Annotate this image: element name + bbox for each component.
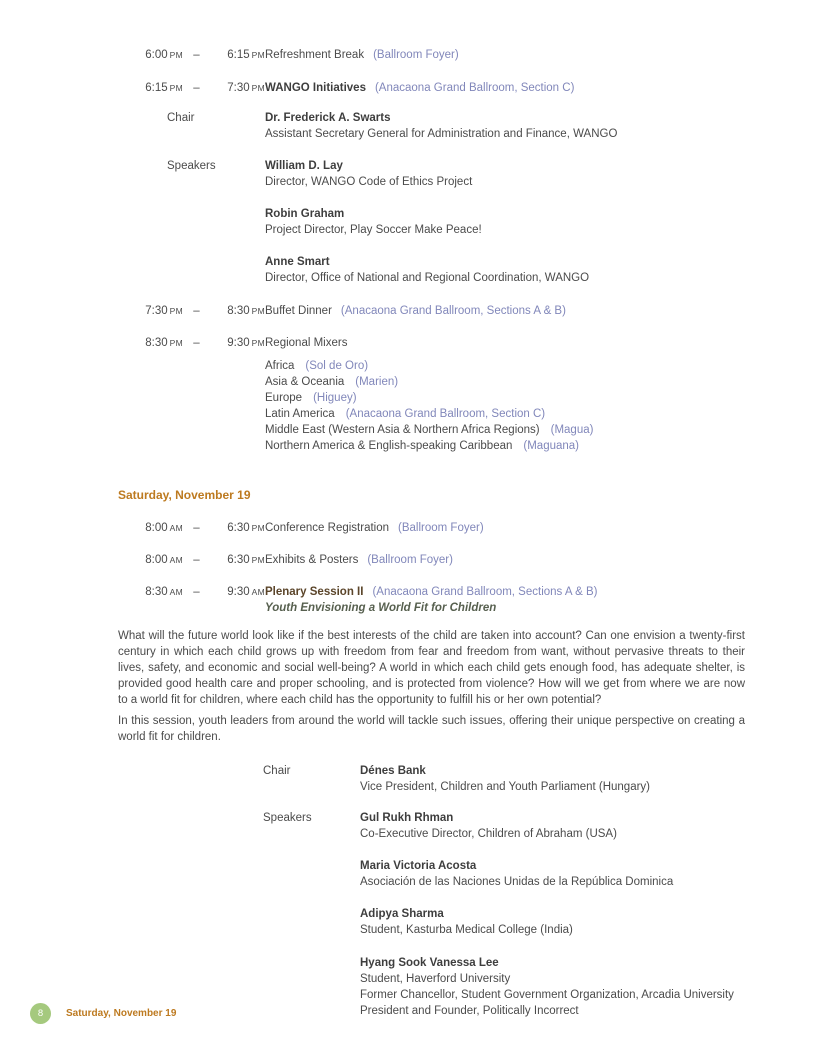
start-meridiem: PM	[169, 306, 183, 316]
mixer-location: (Sol de Oro)	[305, 360, 369, 372]
mixer-region: Latin America	[265, 408, 335, 420]
person-name: Hyang Sook Vanessa Lee	[360, 957, 499, 969]
mixer-item	[265, 358, 817, 374]
person-role: Director, Office of National and Regional Coordination, WANGO	[265, 272, 590, 284]
start-time: 6:00	[145, 49, 168, 61]
person-role: Director, WANGO Code of Ethics Project	[265, 176, 473, 188]
schedule-row-buffet-dinner	[0, 303, 817, 319]
end-time: 9:30	[227, 586, 250, 598]
chair-block	[263, 763, 817, 795]
speaker-block	[167, 254, 817, 286]
time-range	[128, 520, 265, 536]
end-time: 7:30	[227, 82, 250, 94]
time-dash: –	[193, 554, 200, 566]
speaker-block	[167, 158, 817, 190]
person-role: Vice President, Children and Youth Parliament (Hungary)	[360, 781, 651, 793]
start-time: 6:15	[145, 82, 168, 94]
mixer-region: Africa	[265, 360, 295, 372]
speaker-block	[263, 810, 817, 842]
session-subtitle: Youth Envisioning a World Fit for Children	[265, 602, 497, 614]
mixer-region: Middle East (Western Asia & Northern Africa Regions)	[265, 424, 540, 436]
time-range	[128, 552, 265, 568]
time-dash: –	[193, 305, 200, 317]
time-range	[128, 80, 265, 96]
time-dash: –	[193, 337, 200, 349]
page-footer	[30, 1003, 176, 1024]
time-dash: –	[193, 82, 200, 94]
start-meridiem: AM	[169, 523, 183, 533]
mixer-region: Northern America & English-speaking Caribbean	[265, 440, 513, 452]
mixer-location: (Anacaona Grand Ballroom, Section C)	[345, 408, 546, 420]
mixer-item	[265, 438, 817, 454]
program-content	[0, 47, 817, 1019]
person-role: President and Founder, Politically Incorrect	[360, 1005, 579, 1017]
session-description: In this session, youth leaders from around the world will tackle such issues, offering their unique perspective on creating a world fit for children.	[118, 715, 745, 743]
end-meridiem: PM	[251, 555, 265, 565]
mixer-item	[265, 422, 817, 438]
person-role: Former Chancellor, Student Government Organization, Arcadia University	[360, 989, 734, 1001]
start-time: 8:30	[145, 586, 168, 598]
mixer-region: Europe	[265, 392, 303, 404]
start-time: 8:00	[145, 522, 168, 534]
person-role: Asociación de las Naciones Unidas de la República Dominica	[360, 876, 674, 888]
start-meridiem: PM	[169, 50, 183, 60]
schedule-row-exhibits-posters	[0, 552, 817, 568]
event-location: (Ballroom Foyer)	[367, 554, 453, 566]
event-location: (Anacaona Grand Ballroom, Sections A & B)	[372, 586, 598, 598]
person-name: William D. Lay	[265, 160, 343, 172]
event-location: (Ballroom Foyer)	[373, 49, 459, 61]
mixer-item	[265, 374, 817, 390]
mixer-item	[265, 406, 817, 422]
end-time: 9:30	[227, 337, 250, 349]
speaker-block	[263, 906, 817, 938]
mixer-location: (Magua)	[550, 424, 594, 436]
schedule-row-wango-initiatives	[0, 80, 817, 96]
speaker-block	[167, 206, 817, 238]
person-role: Project Director, Play Soccer Make Peace!	[265, 224, 482, 236]
person-name: Dénes Bank	[360, 765, 426, 777]
schedule-row-plenary-session-2	[0, 584, 817, 616]
start-meridiem: PM	[169, 338, 183, 348]
day-heading: Saturday, November 19	[118, 488, 251, 502]
regional-mixers-list	[265, 358, 817, 454]
start-meridiem: AM	[169, 555, 183, 565]
event-title: Refreshment Break	[265, 49, 365, 61]
time-range	[128, 303, 265, 319]
start-time: 8:30	[145, 337, 168, 349]
time-dash: –	[193, 49, 200, 61]
speaker-block	[263, 955, 817, 1019]
time-range	[128, 584, 265, 600]
end-meridiem: PM	[251, 338, 265, 348]
chair-block	[167, 110, 817, 142]
event-title: Regional Mixers	[265, 337, 348, 349]
person-name: Dr. Frederick A. Swarts	[265, 112, 391, 124]
footer-date: Saturday, November 19	[66, 1007, 177, 1019]
chair-label: Chair	[263, 765, 291, 777]
speakers-label: Speakers	[263, 812, 312, 824]
mixer-item	[265, 390, 817, 406]
person-role: Assistant Secretary General for Administration and Finance, WANGO	[265, 128, 618, 140]
person-name: Robin Graham	[265, 208, 345, 220]
event-title: WANGO Initiatives	[265, 82, 366, 94]
mixer-region: Asia & Oceania	[265, 376, 345, 388]
event-title: Conference Registration	[265, 522, 390, 534]
end-time: 6:15	[227, 49, 250, 61]
event-location: (Ballroom Foyer)	[398, 522, 484, 534]
session-description: What will the future world look like if the best interests of the child are taken into account? Can one envision a twenty-first century in which each child grows up with freedom from fear and freedom from want, without pervasive threats to their lives, safety, and economic and social well-being? A world in which each child gets enough food, has adequate shelter, is provided good health care and proper schooling, and is protected from violence? How will we get from where we are now to a world fit for children, where each child has the opportunity to fulfill his or her own potential?	[118, 630, 745, 706]
end-time: 6:30	[227, 522, 250, 534]
person-name: Gul Rukh Rhman	[360, 812, 454, 824]
mixer-location: (Marien)	[355, 376, 399, 388]
session-title: Plenary Session II	[265, 586, 364, 598]
event-title: Exhibits & Posters	[265, 554, 359, 566]
event-title: Buffet Dinner	[265, 305, 332, 317]
end-meridiem: PM	[251, 306, 265, 316]
page-number-badge: 8	[30, 1003, 51, 1024]
person-role: Student, Haverford University	[360, 973, 511, 985]
schedule-row-refreshment-break	[0, 47, 817, 63]
start-time: 7:30	[145, 305, 168, 317]
end-time: 6:30	[227, 554, 250, 566]
speakers-label: Speakers	[167, 160, 216, 172]
end-meridiem: PM	[251, 83, 265, 93]
end-meridiem: PM	[251, 50, 265, 60]
end-meridiem: PM	[251, 523, 265, 533]
person-role: Co-Executive Director, Children of Abraham (USA)	[360, 828, 617, 840]
chair-label: Chair	[167, 112, 195, 124]
mixer-location: (Higuey)	[313, 392, 357, 404]
start-time: 8:00	[145, 554, 168, 566]
time-range	[128, 47, 265, 63]
event-location: (Anacaona Grand Ballroom, Sections A & B)	[340, 305, 566, 317]
person-name: Adipya Sharma	[360, 908, 444, 920]
end-time: 8:30	[227, 305, 250, 317]
start-meridiem: AM	[169, 587, 183, 597]
person-role: Student, Kasturba Medical College (India)	[360, 924, 573, 936]
speaker-block	[263, 858, 817, 890]
end-meridiem: AM	[251, 587, 265, 597]
schedule-row-conference-registration	[0, 520, 817, 536]
event-location: (Anacaona Grand Ballroom, Section C)	[374, 82, 575, 94]
schedule-row-regional-mixers	[0, 335, 817, 351]
time-dash: –	[193, 586, 200, 598]
person-name: Maria Victoria Acosta	[360, 860, 477, 872]
mixer-location: (Maguana)	[523, 440, 580, 452]
start-meridiem: PM	[169, 83, 183, 93]
person-name: Anne Smart	[265, 256, 330, 268]
time-range	[128, 335, 265, 351]
time-dash: –	[193, 522, 200, 534]
